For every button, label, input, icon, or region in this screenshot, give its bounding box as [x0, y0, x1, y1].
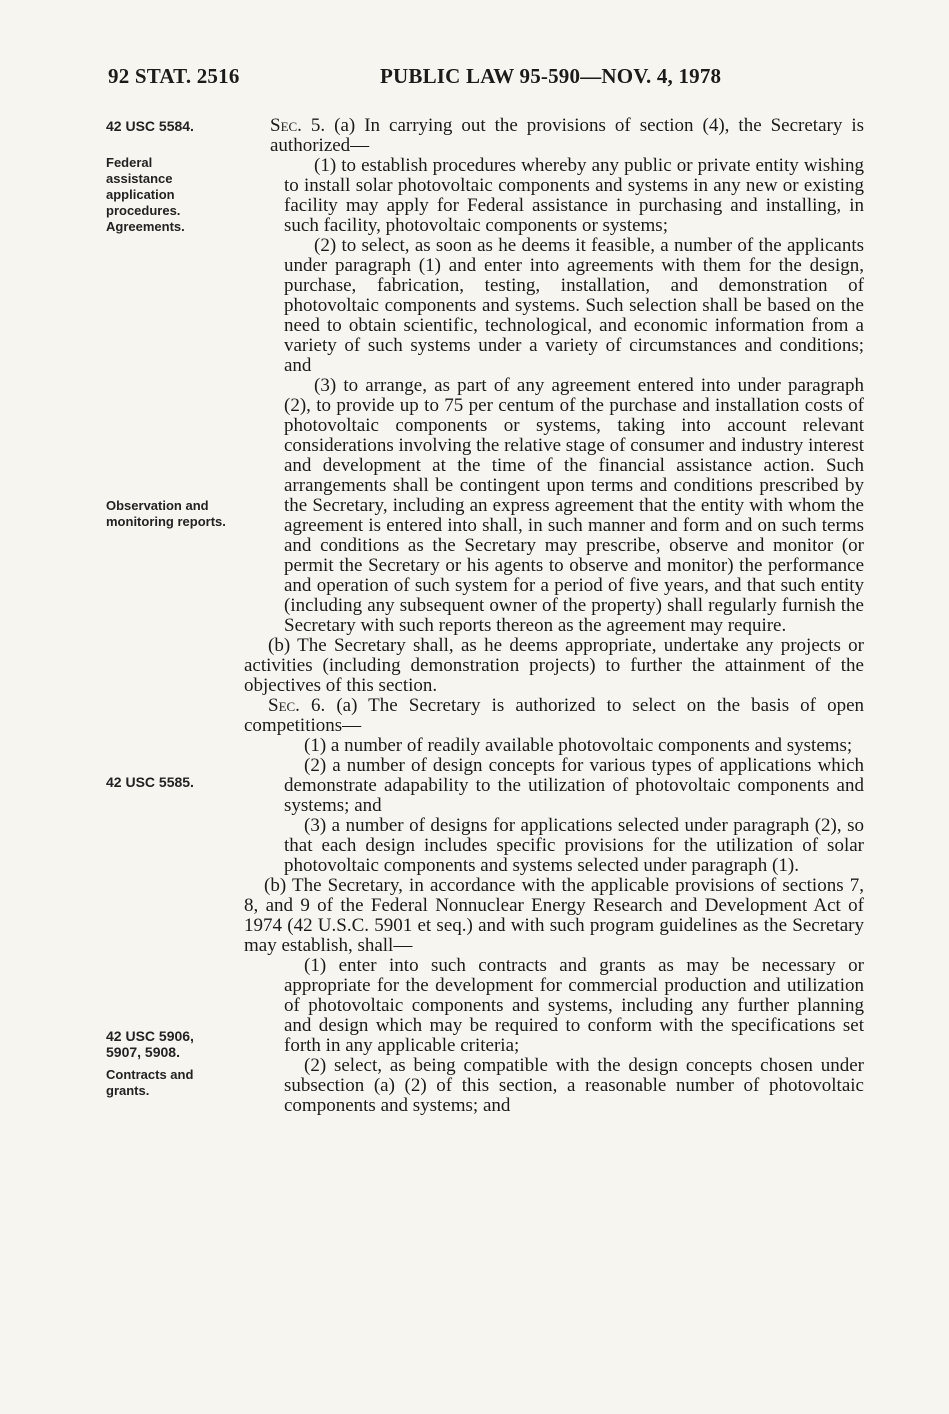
public-law-title: PUBLIC LAW 95-590—NOV. 4, 1978	[380, 64, 722, 88]
margin-note-usc-5906: 42 USC 5906, 5907, 5908.	[106, 1028, 194, 1060]
section-6-subsection-a: (a) The Secretary is authorized to select on the basis of open competitions—	[244, 695, 865, 736]
section-6-heading	[244, 696, 864, 736]
section-5-label: Sec. 5.	[270, 115, 326, 136]
section-5-paragraph-3: (3) to arrange, as part of any agreement entered into under paragraph (2), to provide up to 75 per centum of the purchase and installation costs of photovoltaic components or systems, taking into account relevant considerations involving the relative stage of consumer and industry interest and development at the time of the financial assistance action. Such arrangements shall be contingent upon terms and conditions prescribed by the Secretary, including an express agreement that the entity with whom the agreement is entered into shall, in such manner and form and on such terms and conditions as the Secretary may prescribe, observe and monitor (or permit the Secretary or his agents to observe and monitor) the performance and operation of such system for a period of five years, and that such entity (including any subsequent owner of the property) shall regularly furnish the Secretary with such reports thereon as the agreement may require.	[284, 375, 864, 636]
section-5-subsection-a: (a) In carrying out the provisions of section (4), the Secretary is authorized—	[270, 115, 864, 156]
statute-page-number: 92 STAT. 2516	[108, 64, 240, 88]
section-6-label: Sec. 6.	[268, 695, 326, 716]
section-6-paragraph-2: (2) a number of design concepts for various types of applications which demonstrate adapability to the utilization of photovoltaic components and systems; and	[284, 755, 864, 816]
section-5-subsection-b: (b) The Secretary shall, as he deems appropriate, undertake any projects or activities (including demonstration projects) to further the attainment of the objectives of this section.	[244, 635, 864, 696]
margin-note-usc-5585: 42 USC 5585.	[106, 774, 194, 790]
section-6-paragraph-1: (1) a number of readily available photovoltaic components and systems;	[304, 735, 853, 756]
margin-note-federal-assistance: Federal assistance application procedures. Agreements.	[106, 155, 185, 234]
section-5-paragraph-1: (1) to establish procedures whereby any public or private entity wishing to install solar photovoltaic components and systems in any new or existing facility may apply for Federal assistance in purchasing and installing, in such facility, photovoltaic components or systems;	[284, 155, 864, 236]
page-header	[0, 64, 949, 94]
margin-note-observation: Observation and monitoring reports.	[106, 498, 226, 529]
section-5-paragraph-2: (2) to select, as soon as he deems it feasible, a number of the applicants under paragraph (1) and enter into agreements with them for the design, purchase, fabrication, testing, installation, and demonstration of photovoltaic components and systems. Such selection shall be based on the need to obtain scientific, technological, and economic information from a variety of such systems under a variety of circumstances and conditions; and	[284, 235, 864, 376]
section-5-heading	[270, 116, 864, 156]
section-6-b-paragraph-1: (1) enter into such contracts and grants as may be necessary or appropriate for the development for commercial production and utilization of photovoltaic components and systems, including any further planning and design which may be required to conform with the specifications set forth in any applicable criteria;	[284, 955, 864, 1056]
margin-note-usc-5584: 42 USC 5584.	[106, 118, 194, 134]
statute-body	[244, 116, 864, 1116]
section-6-paragraph-3: (3) a number of designs for applications selected under paragraph (2), so that each design includes specific provisions for the utilization of solar photovoltaic components and systems selected under paragraph (1).	[284, 815, 864, 876]
margin-note-contracts: Contracts and grants.	[106, 1067, 194, 1098]
section-6-b-paragraph-2: (2) select, as being compatible with the design concepts chosen under subsection (a) (2) of this section, a reasonable number of photovoltaic components and systems; and	[284, 1055, 864, 1116]
section-6-subsection-b: (b) The Secretary, in accordance with the applicable provisions of sections 7, 8, and 9 of the Federal Nonnuclear Energy Research and Development Act of 1974 (42 U.S.C. 5901 et seq.) and with such program guidelines as the Secretary may establish, shall—	[244, 875, 864, 956]
